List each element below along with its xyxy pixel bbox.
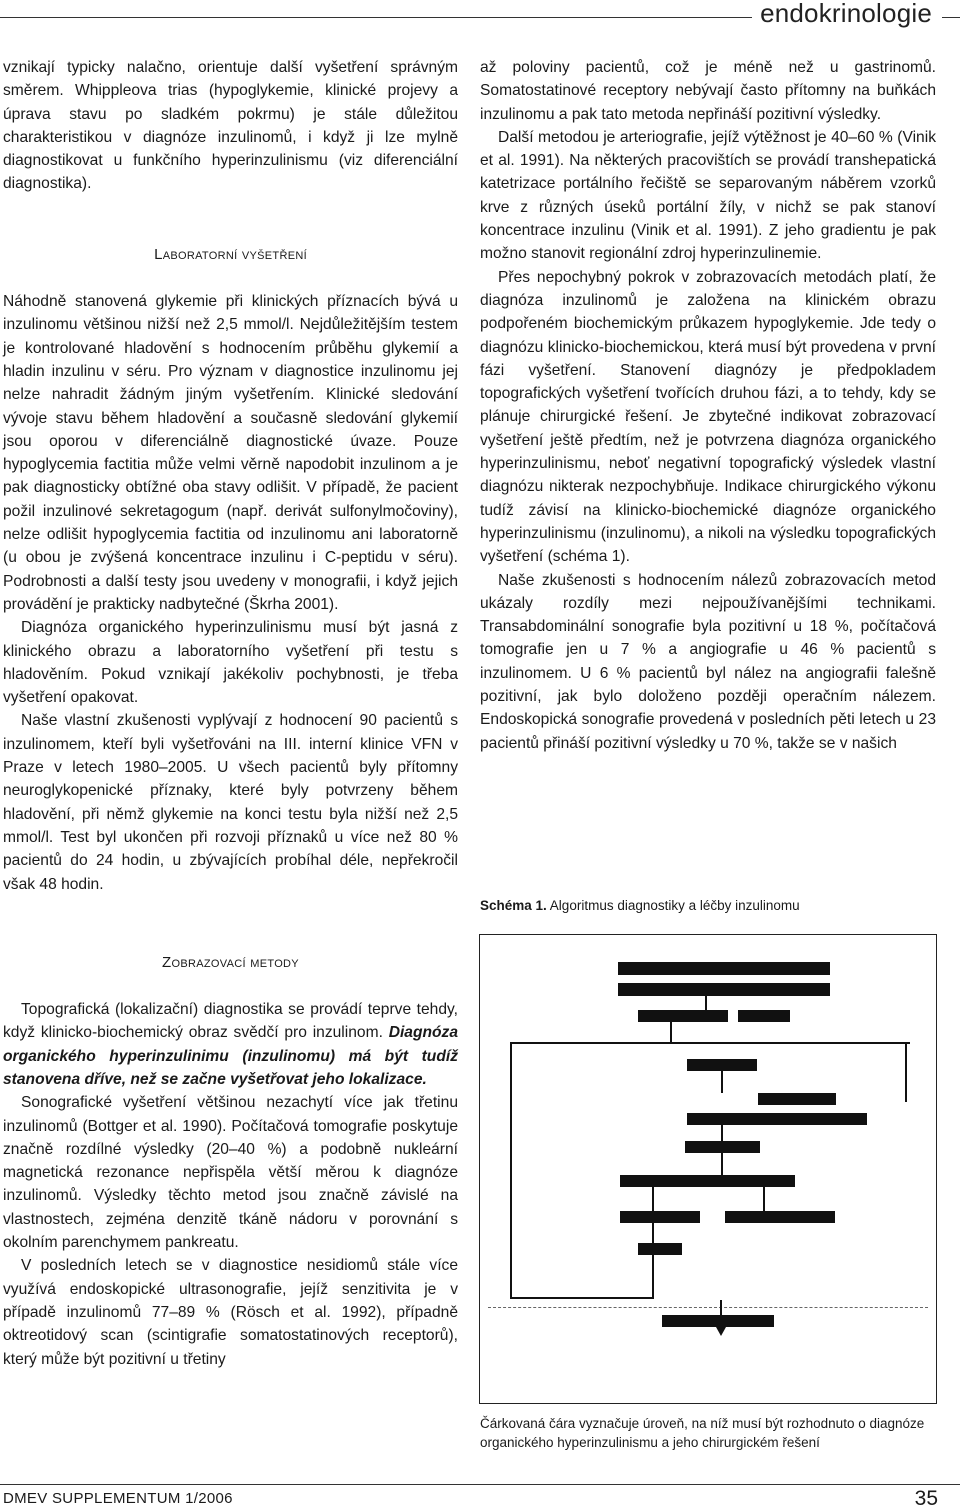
- flow-box: [758, 1093, 836, 1105]
- journal-name: DMEV SUPPLEMENTUM 1/2006: [3, 1490, 233, 1507]
- paragraph: V posledních letech se v diagnostice nesidiomů stále více využívá endoskopické ultrasonografie, jejíž senzitivita je v případě inzulinomů 77–89 % (Rösch et al. 1992), případně oktreotidový scan (scintigrafie somatostatinových receptorů), který může být pozitivní u třetiny: [3, 1257, 458, 1368]
- flow-box: [755, 1113, 867, 1125]
- flow-connector: [510, 1042, 512, 1297]
- paragraph: Naše vlastní zkušenosti vyplývají z hodnocení 90 pacientů s inzulinomem, kteří byli vyšetřováni na III. interní klinice VFN v Praze v letech 1980–2005. U všech pacientů byly přítomny neuroglykopenické příznaky, které byly potvrzeny během hladovění, při němž glykemie na konci testu byla nižší než 2,5 mmol/l. Test byl ukončen při rozvoji příznaků u více než 80 % pacientů do 24 hodin, u zbývajících probíhal déle, nepřekročil však 48 hodin.: [3, 712, 458, 893]
- flow-box: [638, 1010, 728, 1022]
- flow-connector: [721, 1071, 723, 1093]
- flow-box: [725, 1211, 835, 1223]
- flow-connector: [763, 1187, 765, 1211]
- flow-connector: [510, 1297, 654, 1299]
- page-header: [0, 0, 960, 36]
- flow-box: [662, 1315, 774, 1327]
- flow-connector: [670, 1022, 672, 1042]
- arrow-down-icon: [716, 1327, 726, 1336]
- flow-box: [687, 1113, 757, 1125]
- paragraph: [3, 998, 458, 1091]
- page-number: 35: [914, 1487, 938, 1510]
- decision-level-dashed-line: [488, 1307, 928, 1308]
- right-column: [480, 56, 936, 755]
- footer-rule: [0, 1484, 960, 1485]
- schema-caption: [480, 897, 800, 915]
- flow-box: [687, 1059, 757, 1071]
- flow-box: [738, 1010, 790, 1022]
- emphasis-text: Diagnóza organického hyperinzulinimu (inzulinomu) má být tudíž stanovena dříve, než se začne vyšetřovat jeho lokalizace.: [3, 1024, 458, 1088]
- left-column: [3, 56, 458, 1371]
- paragraph: Přes nepochybný pokrok v zobrazovacích metodách platí, že diagnóza inzulinomů je založena na klinickém obrazu podpořeném biochemickým průkazem hypoglykemie. Jde tedy o diagnózu klinicko-biochemickou, která musí být provedena v první fázi vyšetření. Stanovení diagnózy je předpokladem topografických vyšetření tvořících druhou fázi, a to tehdy, kdy se plánuje chirurgické řešení. Je zbytečné indikovat zobrazovací vyšetření ještě předtím, než je potvrzena diagnóza organického hyperinzulinismu, neboť negativní topografický výsledek vlastní diagnózu nikterak nezpochybňuje. Indikace chirurgického výkonu tudíž závisí na klinicko-biochemické diagnóze organického hyperinzulinismu (inzulinomu), a nikoli na výsledku topografických vyšetření (schéma 1).: [480, 268, 936, 566]
- flow-connector: [721, 1125, 723, 1141]
- section-heading-laboratory: Laboratorní vyšetření: [154, 245, 307, 263]
- flow-connector: [705, 996, 707, 1010]
- schema-label: Schéma 1.: [480, 898, 547, 913]
- schema-title: Algoritmus diagnostiky a léčby inzulinomu: [546, 898, 800, 913]
- paragraph: Diagnóza organického hyperinzulinismu musí být jasná z klinického obrazu a laboratorního vyšetření při testu s hladověním. Pokud vznikají jakékoliv pochybnosti, je třeba vyšetření opakovat.: [3, 619, 458, 707]
- flow-box: [618, 962, 830, 975]
- paragraph: až poloviny pacientů, což je méně než u gastrinomů. Somatostatinové receptory nebývají často přítomny na buňkách inzulinomu a pak tato metoda nepřináší pozitivní výsledky.: [480, 59, 936, 123]
- paragraph: Další metodou je arteriografie, jejíž výtěžnost je 40–60 % (Vinik et al. 1991). Na některých pracovištích se provádí transhepatická katetrizace portálního řečiště se separovaným náběrem vzorků krve z různých úseků portální žíly, v nichž se pak stanoví koncentrace inzulinu (Vinik et al. 1991). Z jeho gradientu je pak možno stanovit regionální zdroj hyperinzulinemie.: [480, 128, 936, 263]
- paragraph: Naše zkušenosti s hodnocením nálezů zobrazovacích metod ukázaly rozdíly mezi nejpoužívanějšími technikami. Transabdominální sonografie byla pozitivní u 18 %, počítačová tomografie jen u 7 % a angiografie u 46 % pacientů s inzulinomem. U 6 % pacientů byl nález na angiografii falešně pozitivní, jak bylo doloženo později operačním nálezem. Endoskopická sonografie provedená v posledních pěti letech u 23 pacientů přináší pozitivní výsledky u 70 %, takže se v našich: [480, 571, 936, 752]
- flow-connector: [652, 1223, 654, 1243]
- flowchart-diagram: [479, 934, 937, 1404]
- flow-connector: [652, 1187, 654, 1211]
- flow-box: [618, 983, 830, 996]
- flow-box: [620, 1175, 795, 1187]
- schema-note: Čárkovaná čára vyznačuje úroveň, na níž musí být rozhodnuto o diagnóze organického hyperinzulinismu a jeho chirurgickém řešení: [480, 1416, 925, 1450]
- flow-box: [638, 1243, 682, 1255]
- flow-connector: [510, 1042, 910, 1044]
- section-title: endokrinologie: [752, 0, 942, 29]
- flow-connector: [720, 1300, 722, 1315]
- flow-connector: [721, 1153, 723, 1175]
- paragraph: Sonografické vyšetření většinou nezachytí více jak třetinu inzulinomů (Bottger et al. 1990). Počítačová tomografie poskytuje značně rozdílné výsledky (20–40 %) a podobně nukleární magnetická rezonance nepřispěla větší měrou k diagnóze inzulinomů. Výsledky těchto metod jsou značně závislé na vlastnostech, zejména denzitě tkáně nádoru v porovnání s okolním parenchymem pankreatu.: [3, 1094, 458, 1252]
- flow-box: [685, 1141, 760, 1153]
- flow-connector: [652, 1255, 654, 1297]
- flow-connector: [905, 1042, 907, 1102]
- paragraph-text: Topografická (lokalizační) diagnostika se provádí teprve tehdy, když klinicko-biochemický obraz svědčí pro inzulinom.: [3, 1001, 458, 1042]
- paragraph: vznikají typicky nalačno, orientuje další vyšetření správným směrem. Whippleova trias (hypoglykemie, klinické projevy a úprava stavu po sladkém pokrmu) je stále důležitou charakteristikou v diagnóze inzulinomů, i když ji lze mylně diagnostikovat u funkčního hyperinzulinismu (viz diferenciální diagnostika).: [3, 59, 458, 193]
- flow-box: [620, 1211, 700, 1223]
- section-heading-imaging: Zobrazovací metody: [162, 953, 299, 971]
- paragraph: Náhodně stanovená glykemie při klinických příznacích bývá u inzulinomu většinou nižší než 2,5 mmol/l. Nejdůležitějším testem je kontrolované hladovění s hodnocením průběhu glykemií a hladin inzulinu v séru. Pro význam v diagnostice inzulinomu jej nelze nahradit žádným jiným vyšetřením. Klinické sledování vývoje stavu během hladovění a současně sledování glykemií jsou oporou v diferenciálně diagnostické úvaze. Pouze hypoglycemia factitia může velmi věrně napodobit inzulinom a je pak diagnosticky obtížné oba stavy odlišit. V případě, že pacient požil inzulinové sekretagogum (např. derivát sulfonylmočoviny), nelze odlišit hypoglycemia factitia od inzulinomu ani laboratorně (u obou je zvýšená koncentrace inzulinu i C-peptidu v séru). Podrobnosti a další testy jsou uvedeny v monografii, i když jejich provádění je prakticky nadbytečné (Škrha 2001).: [3, 293, 458, 613]
